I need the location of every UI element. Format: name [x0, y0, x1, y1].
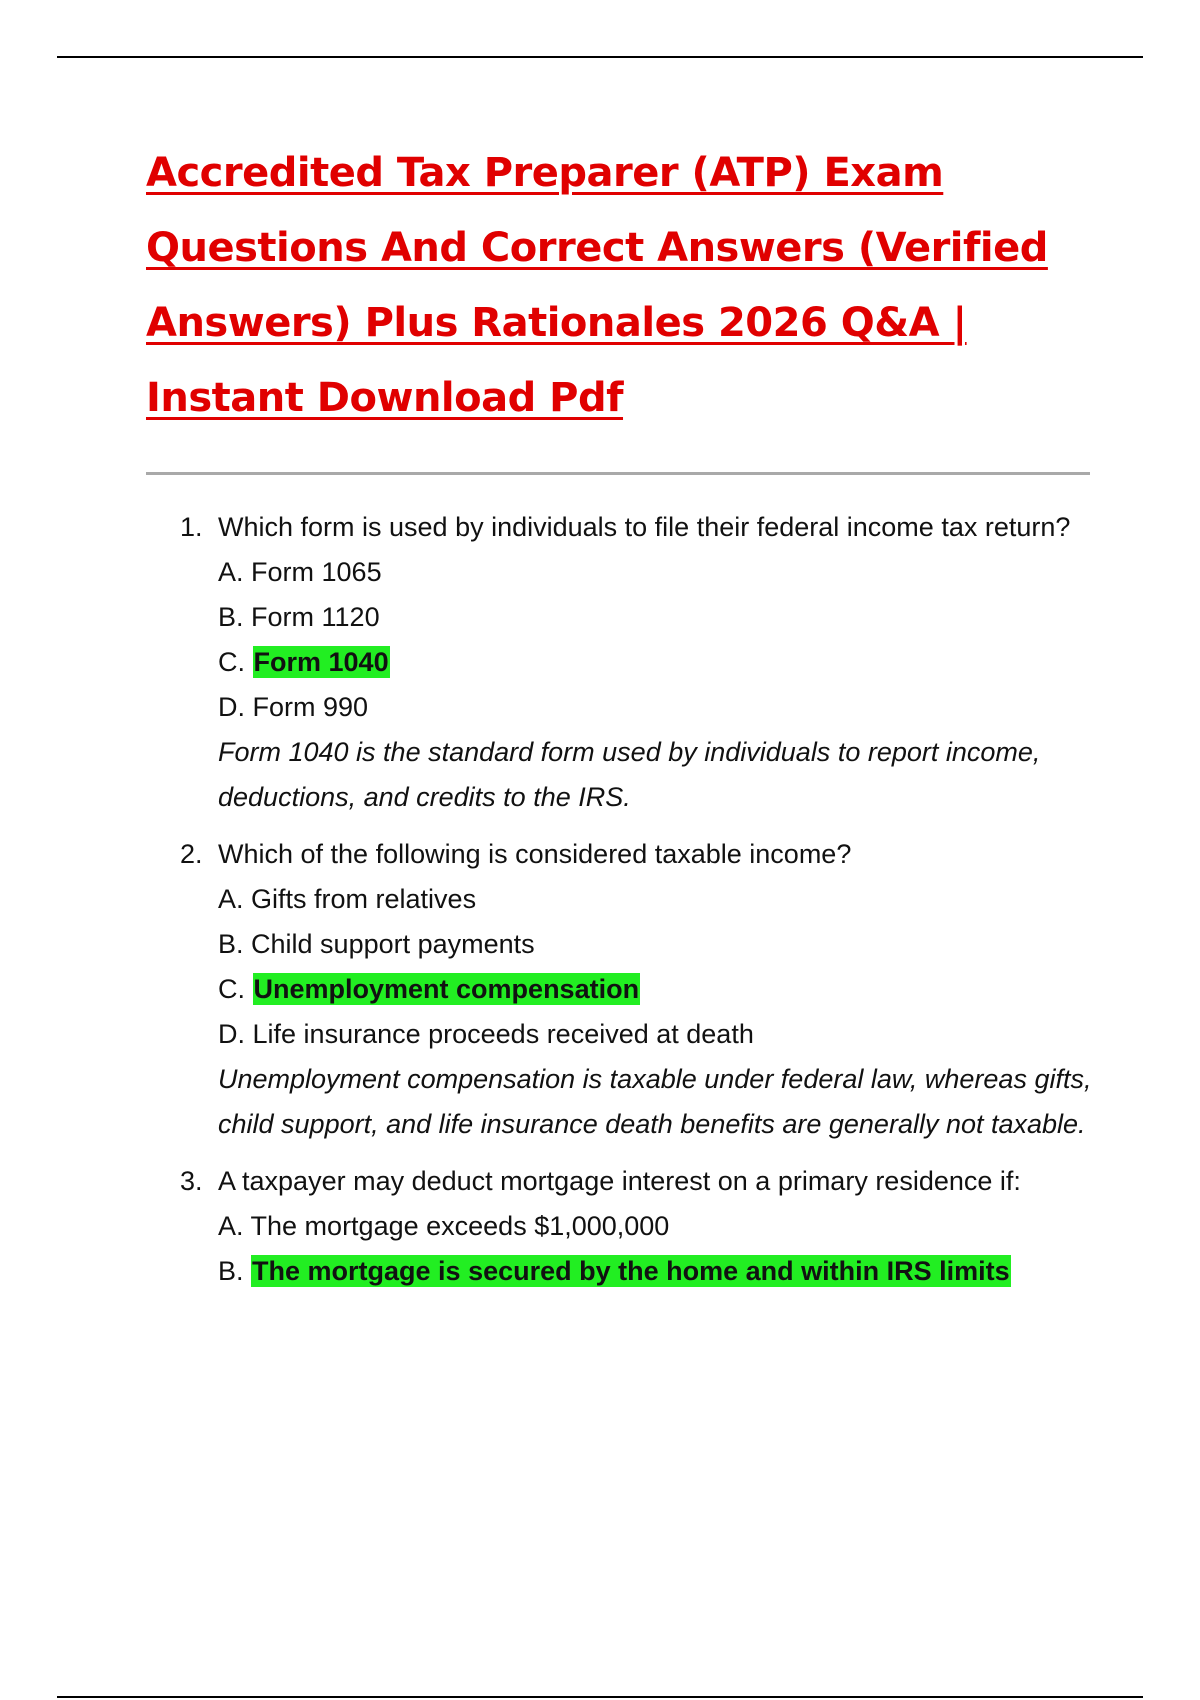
title-divider — [146, 472, 1090, 475]
answer-option-correct — [218, 1249, 1098, 1294]
option-text: The mortgage exceeds $1,000,000 — [250, 1211, 670, 1241]
option-letter: D. — [218, 1019, 245, 1049]
correct-answer-highlight: Form 1040 — [253, 647, 389, 677]
answer-rationale: Unemployment compensation is taxable under federal law, whereas gifts, child support, and life insurance death benefits are generally not taxable. — [218, 1064, 1092, 1139]
question-text: A taxpayer may deduct mortgage interest on a primary residence if: — [218, 1166, 1021, 1196]
option-letter: C. — [218, 647, 245, 677]
answer-option-correct — [218, 640, 1098, 685]
page-top-rule — [57, 56, 1143, 58]
answer-option — [218, 1204, 1098, 1249]
answer-option — [218, 595, 1098, 640]
question-item-2 — [180, 832, 1098, 1147]
option-letter: A. — [218, 1211, 244, 1241]
option-letter: B. — [218, 929, 244, 959]
correct-answer-highlight: Unemployment compensation — [253, 974, 640, 1004]
answer-option — [218, 877, 1098, 922]
question-list — [180, 505, 1098, 1306]
option-text: Form 1120 — [251, 602, 380, 632]
answer-rationale: Form 1040 is the standard form used by individuals to report income, deductions, and credits to the IRS. — [218, 737, 1041, 812]
page-bottom-rule — [57, 1696, 1143, 1698]
question-text: Which of the following is considered taxable income? — [218, 839, 852, 869]
question-item-3 — [180, 1159, 1098, 1294]
question-number: 3. — [180, 1166, 203, 1196]
answer-option — [218, 922, 1098, 967]
answer-option — [218, 550, 1098, 595]
option-text: Gifts from relatives — [251, 884, 477, 914]
option-letter: B. — [218, 602, 244, 632]
option-letter: D. — [218, 692, 245, 722]
option-text: Form 1065 — [251, 557, 382, 587]
option-text: Life insurance proceeds received at death — [252, 1019, 754, 1049]
option-letter: A. — [218, 884, 244, 914]
option-text: Child support payments — [251, 929, 535, 959]
question-text: Which form is used by individuals to file their federal income tax return? — [218, 512, 1071, 542]
option-letter: C. — [218, 974, 245, 1004]
answer-option — [218, 685, 1098, 730]
option-letter: B. — [218, 1256, 244, 1286]
answer-option — [218, 1012, 1098, 1057]
question-number: 1. — [180, 512, 203, 542]
question-item-1 — [180, 505, 1098, 820]
answer-option-correct — [218, 967, 1098, 1012]
document-title: Accredited Tax Preparer (ATP) Exam Questions And Correct Answers (Verified Answers) Plus Rationales 2026 Q&A | Instant Download Pdf — [146, 150, 1048, 421]
question-number: 2. — [180, 839, 203, 869]
option-text: Form 990 — [252, 692, 369, 722]
option-letter: A. — [218, 557, 244, 587]
correct-answer-highlight: The mortgage is secured by the home and within IRS limits — [252, 1256, 1010, 1286]
